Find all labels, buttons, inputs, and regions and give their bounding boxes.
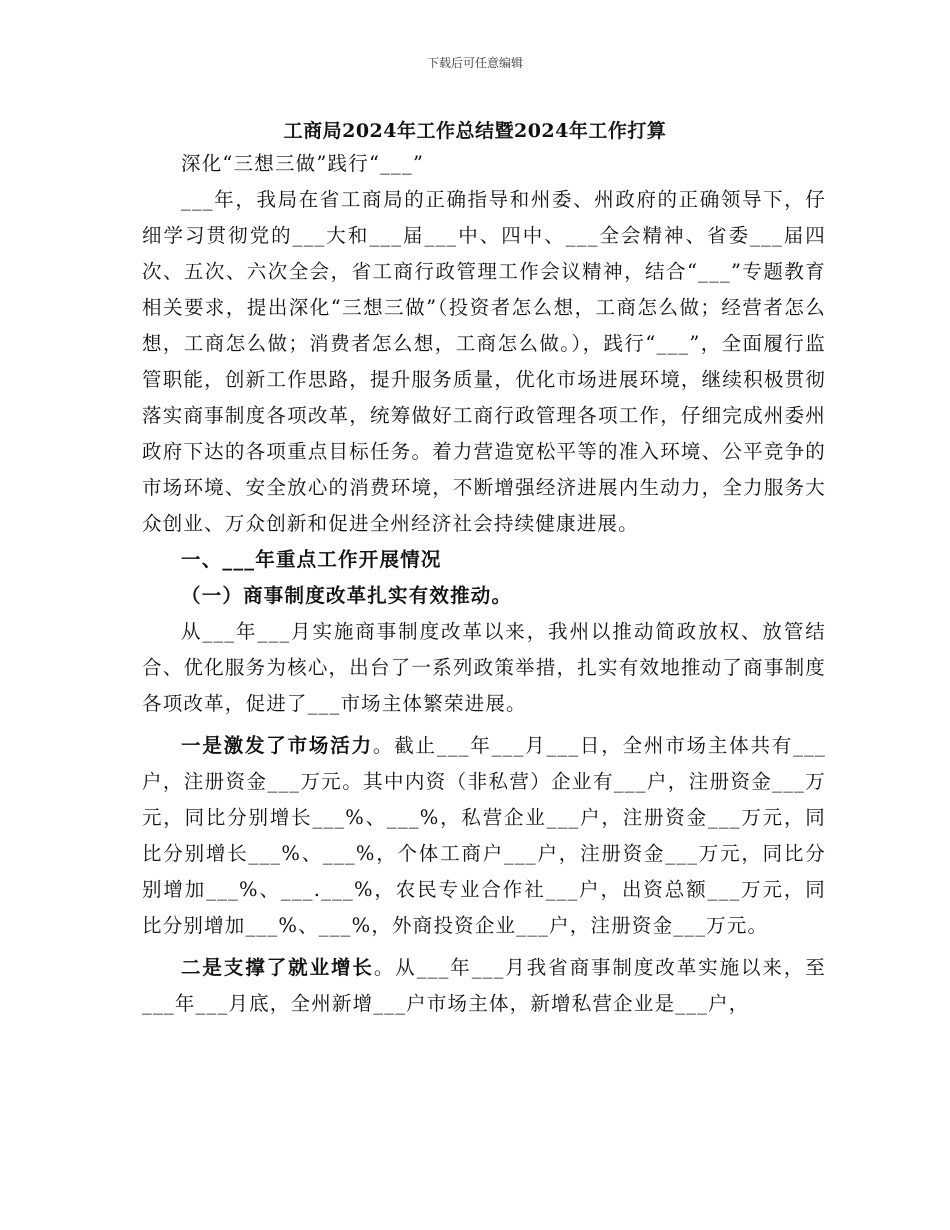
intro-paragraph: ___年，我局在省工商局的正确指导和州委、州政府的正确领导下，仔细学习贯彻党的___大和___届___中、四中、___全会精神、省委___届四次、五次、六次全会，省工商行政管理工作会议精神，结合“___”专题教育相关要求，提出深化“三想三做”（投资者怎么想，工商怎么做；经营者怎么想，工商怎么做；消费者怎么想，工商怎么做。），践行“___”，全面履行监管职能，创新工作思路，提升服务质量，优化市场进展环境，继续积极贯彻落实商事制度各项改革，统筹做好工商行政管理各项工作，仔细完成州委州政府下达的各项重点目标任务。着力营造宽松平等的准入环境、公平竞争的市场环境、安全放心的消费环境，不断增强经济进展内生动力，全力服务大众创业、万众创新和促进全州经济社会持续健康进展。 [142, 188, 826, 535]
section-heading: 一、___年重点工作开展情况 [181, 548, 442, 571]
point-one-lead: 一是激发了市场活力 [181, 734, 373, 757]
document-title: 工商局2024年工作总结暨2024年工作打算 [283, 120, 667, 142]
point-two-lead: 二是支撑了就业增长 [181, 956, 374, 979]
point-two-paragraph [142, 950, 826, 1022]
reform-paragraph: 从___年___月实施商事制度改革以来，我州以推动简政放权、放管结合、优化服务为核心，出台了一系列政策举措，扎实有效地推动了商事制度各项改革，促进了___市场主体繁荣进展。 [142, 620, 826, 715]
point-one-text: 。截止___年___月___日，全州市场主体共有___户，注册资金___万元。其中内资（非私营）企业有___户，注册资金___万元，同比分别增长___%、___%，私营企业___户，注册资金___万元，同比分别增长___%、___%，个体工商户___户，注册资金___万元，同比分别增加___%、___.___%，农民专业合作社___户，出资总额___万元，同比分别增加___%、___%，外商投资企业___户，注册资金___万元。 [142, 734, 826, 937]
subtitle-line: 深化“三想三做”践行“___” [181, 152, 425, 175]
document-body [142, 146, 826, 1022]
point-two-text: 。从___年___月我省商事制度改革实施以来，至___年___月底，全州新增___户市场主体，新增私营企业是___户， [142, 956, 826, 1015]
point-one-paragraph [142, 728, 826, 944]
header-note: 下载后可任意编辑 [426, 56, 523, 70]
subsection-heading: （一）商事制度改革扎实有效推动。 [181, 584, 513, 607]
